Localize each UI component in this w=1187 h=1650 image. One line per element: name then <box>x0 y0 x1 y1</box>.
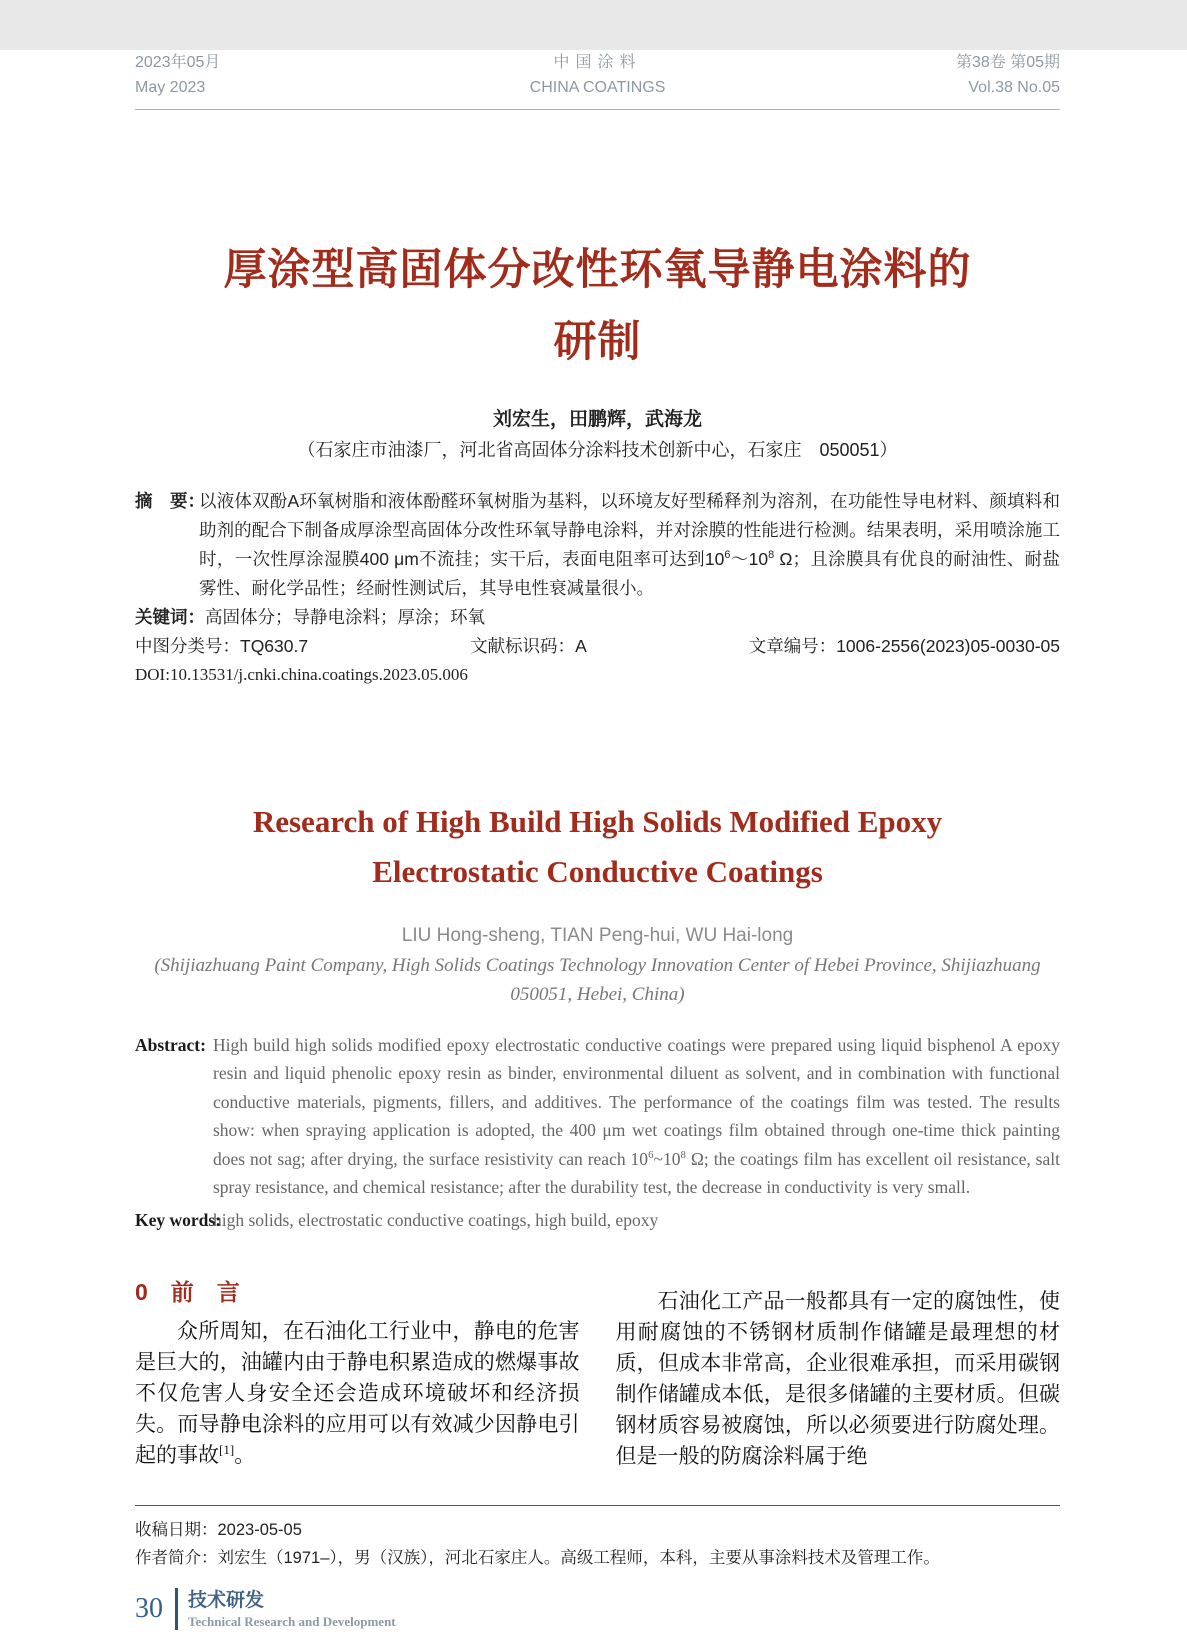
footer-column-en: Technical Research and Development <box>188 1613 396 1629</box>
abstract-cn-text-tail: Ω；且涂膜具有优良的耐油性、耐盐雾性、耐化学品性；经耐性测试后，其导电性衰减量很小。 <box>199 548 1060 598</box>
intro-paragraph-right: 石油化工产品一般都具有一定的腐蚀性，使用耐腐蚀的不锈钢材质制作储罐是最理想的材质，但成本非常高，企业很难承担，而采用碳钢制作储罐成本低，是很多储罐的主要材质。但碳钢材质容易被腐蚀，所以必须要进行防腐处理。但是一般的防腐涂料属于绝 <box>615 1289 1060 1469</box>
section-0-heading: 0 前 言 <box>135 1279 240 1306</box>
body-column-left <box>135 1276 580 1493</box>
clc-number <box>135 634 308 658</box>
received-date-value: 2023-05-05 <box>217 1521 302 1540</box>
abstract-cn-text: 以液体双酚A环氧树脂和液体酚醛环氧树脂为基料，以环境友好型稀释剂为溶剂，在功能性导电材料、颜填料和助剂的配合下制备成厚涂型高固体分改性环氧导静电涂料，并对涂膜的性能进行检测。结果表明，采用喷涂施工时，一次性厚涂湿膜400 μm不流挂；实干后，表面电阻率可达到10 <box>199 490 1060 569</box>
keywords-cn-text: 高固体分；导静电涂料；厚涂；环氧 <box>205 606 485 627</box>
article-title-cn-line2: 研制 <box>553 318 642 366</box>
body-column-right <box>616 1276 1061 1493</box>
abstract-cn-exponent-6: 6 <box>724 548 731 561</box>
abstract-en-text-tail: Ω; the coatings film has excellent oil resistance, salt spray resistance, and chemical resistance; after the durability test, the decrease in conductivity is very small. <box>213 1148 1060 1198</box>
header-date-cn: 2023年05月 <box>135 54 221 71</box>
keywords-cn <box>135 603 1060 632</box>
article-id <box>749 634 1060 658</box>
authors-en: LIU Hong-sheng, TIAN Peng-hui, WU Hai-long <box>401 924 794 946</box>
header-issue-date <box>135 50 295 100</box>
abstract-cn-exponent-8: 8 <box>768 548 775 561</box>
author-bio-text: 刘宏生（1971–），男（汉族），河北石家庄人。高级工程师，本科，主要从事涂料技术及管理工作。 <box>217 1549 940 1568</box>
affiliation-cn: （石家庄市油漆厂，河北省高固体分涂料技术创新中心，石家庄 050051） <box>297 439 898 460</box>
intro-left-text: 众所周知，在石油化工行业中，静电的危害是巨大的，油罐内由于静电积累造成的燃爆事故不仅危害人身安全还会造成环境破坏和经济损失。而导静电涂料的应用可以有效减少因静电引起的事故 <box>135 1319 580 1468</box>
abstract-en-exponent-8: 8 <box>680 1148 686 1161</box>
abstract-en-label: Abstract: <box>135 1034 206 1055</box>
abstract-cn-label: 摘 要： <box>135 490 205 511</box>
abstract-cn-text-range: ～10 <box>730 548 769 569</box>
author-bio-label: 作者简介： <box>135 1549 218 1568</box>
affiliation-en: (Shijiazhuang Paint Company, High Solids Coatings Technology Innovation Center of Hebei Province, Shijiazhuang 050051, Hebei, China) <box>154 954 1041 1005</box>
footer-divider-bar <box>175 1588 178 1630</box>
header-date-en: May 2023 <box>135 79 206 96</box>
classification-row <box>135 634 1060 658</box>
header-volume-cn: 第38卷 第05期 <box>955 54 1060 71</box>
footer-column-name <box>188 1589 396 1630</box>
header-journal-en: CHINA COATINGS <box>529 79 666 96</box>
clc-label: 中图分类号： <box>135 635 240 656</box>
document-code-value: A <box>575 635 587 656</box>
keywords-en-label: Key words: <box>135 1209 222 1230</box>
footer-column-cn: 技术研发 <box>188 1589 265 1611</box>
footnote-block <box>135 1505 1060 1572</box>
received-date-line <box>135 1516 1060 1544</box>
intro-left-tail: 。 <box>234 1443 256 1468</box>
header-journal-cn: 中国涂料 <box>553 54 642 71</box>
article-title-en-line2: Electrostatic Conductive Coatings <box>372 853 823 889</box>
page-number: 30 <box>135 1593 163 1625</box>
keywords-en-text: high solids, electrostatic conductive coatings, high build, epoxy <box>213 1209 659 1230</box>
clc-value: TQ630.7 <box>240 635 309 656</box>
keywords-cn-label: 关键词： <box>135 606 205 627</box>
header-journal-name <box>295 50 900 100</box>
journal-header <box>135 50 1060 110</box>
author-bio-line <box>135 1544 1060 1572</box>
authors-cn: 刘宏生，田鹏辉，武海龙 <box>492 408 702 430</box>
abstract-cn <box>135 487 1060 603</box>
body-columns <box>135 1276 1060 1493</box>
article-id-label: 文章编号： <box>748 635 837 656</box>
header-volume-en: Vol.38 No.05 <box>968 79 1060 96</box>
document-code-label: 文献标识码： <box>470 635 576 656</box>
keywords-en <box>135 1206 1060 1235</box>
document-code <box>470 634 587 658</box>
abstract-en-exponent-6: 6 <box>648 1148 654 1161</box>
page-footer <box>135 1588 1060 1630</box>
abstract-en-text: High build high solids modified epoxy electrostatic conductive coatings were prepared using liquid bisphenol A epoxy resin and liquid phenolic epoxy resin as binder, environmental diluent as solvent, and in combination with functional conductive materials, pigments, fillers, and additives. The performance of the coatings film was tested. The results show: when spraying application is adopted, the 400 μm wet coatings film obtained through one-time thick painting does not sag; after drying, the surface resistivity can reach 10 <box>213 1034 1060 1169</box>
abstract-en-text-range: ~10 <box>653 1148 681 1169</box>
article-title-cn-line1: 厚涂型高固体分改性环氧导静电涂料的 <box>223 246 972 294</box>
journal-page <box>0 50 1187 1650</box>
article-id-value: 1006-2556(2023)05-0030-05 <box>836 635 1060 656</box>
doi: DOI:10.13531/j.cnki.china.coatings.2023.05.006 <box>135 664 468 684</box>
reference-1-marker: [1] <box>219 1442 235 1458</box>
article-title-en-line1: Research of High Build High Solids Modified Epoxy <box>252 803 943 839</box>
article-title-en <box>135 797 1060 897</box>
received-date-label: 收稿日期： <box>135 1521 218 1540</box>
intro-paragraph-left <box>135 1316 580 1471</box>
header-volume-issue <box>900 50 1060 100</box>
abstract-en <box>135 1031 1060 1202</box>
article-title-cn <box>135 234 1060 378</box>
